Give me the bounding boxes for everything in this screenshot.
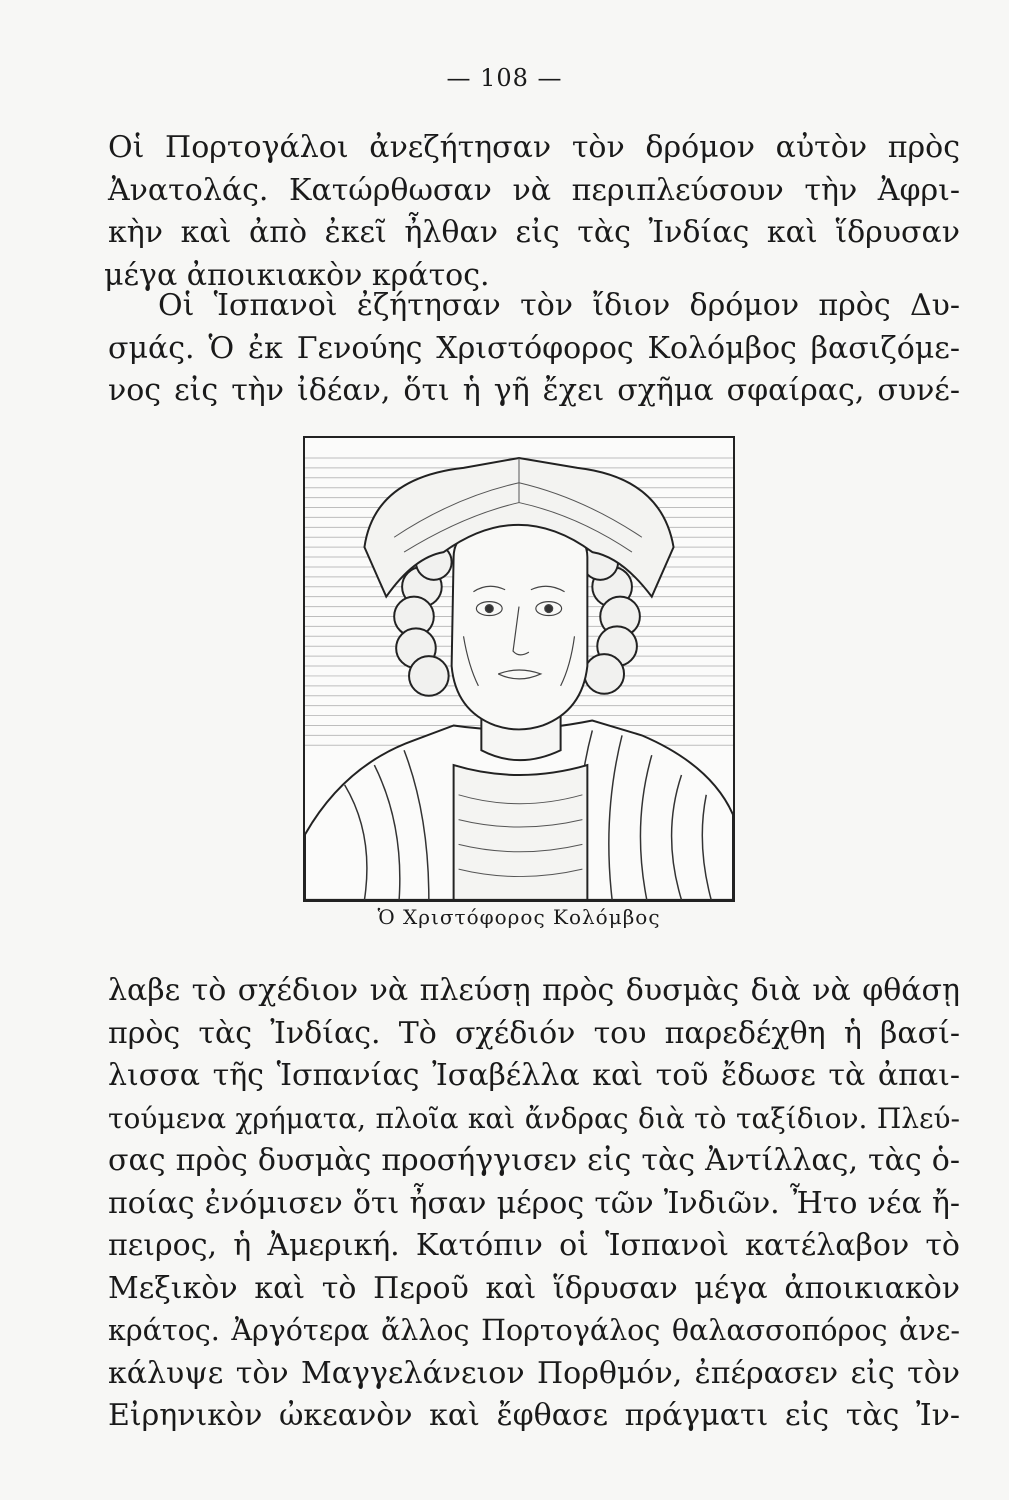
text-line: κράτος. Ἀργότερα ἄλλος Πορτογάλος θαλασσοπόρος ἀνε- [108, 1314, 960, 1347]
text-line: ποίας ἐνόμισεν ὅτι ἦσαν μέρος τῶν Ἰνδιῶν. Ἦτο νέα ἤ- [108, 1185, 960, 1221]
text-line: Εἰρηνικὸν ὠκεανὸν καὶ ἔφθασε πράγματι εἰς τὰς Ἰν- [108, 1398, 960, 1433]
text-line: πειρος, ἡ Ἀμερική. Κατόπιν οἱ Ἱσπανοὶ κατέλαβον τὸ [108, 1228, 960, 1263]
text-line: πρὸς τὰς Ἰνδίας. Τὸ σχέδιόν του παρεδέχθη ἡ βασί- [108, 1015, 960, 1051]
text-line: τούμενα χρήματα, πλοῖα καὶ ἄνδρας διὰ τὸ ταξίδιον. Πλεύ- [108, 1101, 960, 1135]
text-line: λαβε τὸ σχέδιον νὰ πλεύσῃ πρὸς δυσμὰς διὰ νὰ φθάσῃ [108, 973, 960, 1008]
text-line: Ἀνατολάς. Κατώρθωσαν νὰ περιπλεύσουν τὴν Ἀφρι- [108, 172, 960, 208]
text-line: κὴν καὶ ἀπὸ ἐκεῖ ἦλθαν εἰς τὰς Ἰνδίας καὶ ἵδρυσαν [108, 215, 960, 250]
paragraph-3 [108, 970, 960, 1438]
text-line: σας πρὸς δυσμὰς προσήγγισεν εἰς τὰς Ἀντίλλας, τὰς ὁ- [108, 1143, 960, 1178]
text-line: νος εἰς τὴν ἰδέαν, ὅτι ἡ γῆ ἔχει σχῆμα σφαίρας, συνέ- [108, 373, 960, 408]
portrait-figure [303, 436, 735, 902]
text-line: μέγα ἀποικιακὸν κράτος. [104, 257, 490, 293]
text-line: Οἱ Πορτογάλοι ἀνεζήτησαν τὸν δρόμον αὐτὸν πρὸς [108, 130, 960, 165]
page-number: — 108 — [446, 64, 563, 92]
text-line: λισσα τῆς Ἱσπανίας Ἰσαβέλλα καὶ τοῦ ἔδωσε τὰ ἀπαι- [108, 1058, 960, 1093]
paragraph-1 [104, 127, 960, 297]
text-line: σμάς. Ὁ ἐκ Γενούης Χριστόφορος Κολόμβος βασιζόμε- [108, 330, 960, 366]
text-line: Μεξικὸν καὶ τὸ Περοῦ καὶ ἵδρυσαν μέγα ἀποικιακὸν [108, 1270, 960, 1306]
figure-caption: Ὁ Χριστόφορος Κολόμβος [377, 905, 661, 929]
text-line: Οἱ Ἱσπανοὶ ἐζήτησαν τὸν ἴδιον δρόμον πρὸς Δυ- [158, 288, 960, 323]
text-line: κάλυψε τὸν Μαγγελάνειον Πορθμόν, ἐπέρασεν εἰς τὸν [108, 1355, 960, 1391]
columbus-portrait [305, 438, 733, 900]
paragraph-2 [108, 285, 960, 413]
